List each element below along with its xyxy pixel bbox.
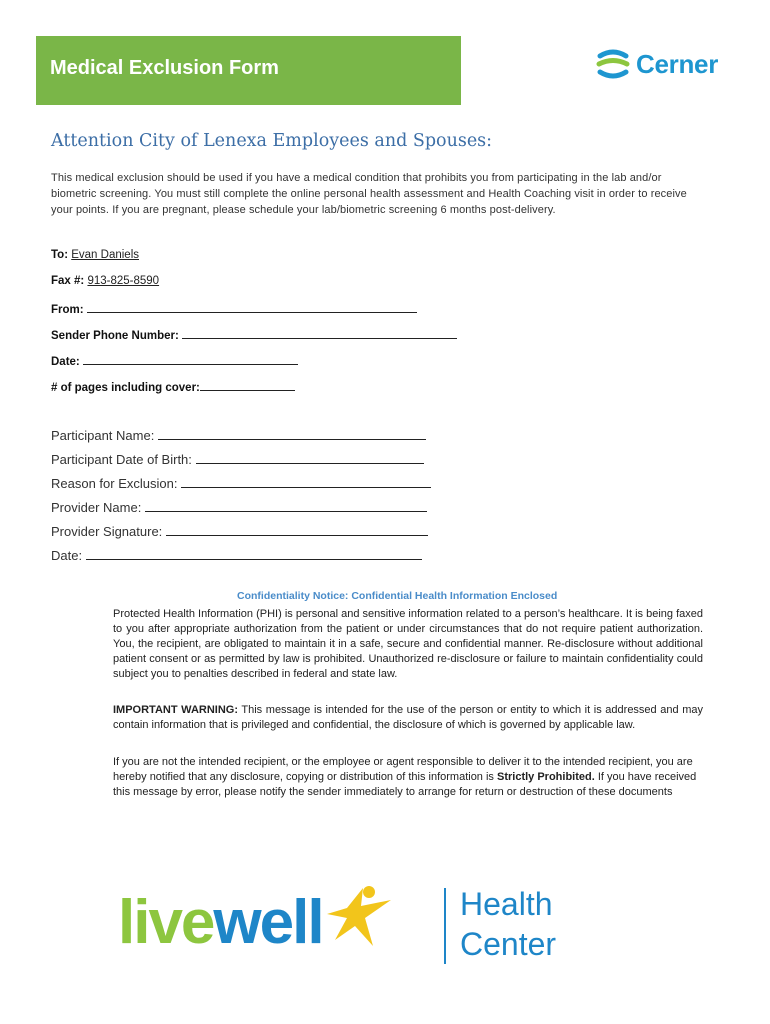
participant-dob-label: Participant Date of Birth:	[51, 452, 192, 467]
cerner-logo	[596, 44, 718, 84]
cerner-logo-icon	[596, 47, 630, 81]
pages-input-line[interactable]	[200, 379, 295, 391]
health-center-text	[460, 884, 556, 964]
confidentiality-paragraph-1: Protected Health Information (PHI) is personal and sensitive information related to a person’s healthcare. It is being faxed to you after appropriate authorization from the patient or under circumstances that do not require patient authorization. You, the recipient, are obligated to maintain it in a safe, secure and confidential manner. Re-disclosure without additional patient consent or as permitted by law is prohibited. Unauthorized re-disclosure or failure to maintain confidentiality could subject you to penalties described in federal and state law.	[113, 608, 703, 680]
reason-input-line[interactable]	[181, 476, 431, 488]
participant-dob-field	[51, 452, 424, 467]
p3-start: If you are not the intended recipient, or the employee or agent responsible to deliver it to the intended recipient, you are hereby notified that any disclosure, copying or distribution of this information is	[113, 756, 693, 783]
signature-date-field	[51, 548, 422, 563]
sender-phone-field	[51, 327, 457, 342]
fax-label: Fax #:	[51, 275, 85, 287]
to-field	[51, 249, 139, 261]
livewell-well-text: well	[213, 888, 323, 957]
p3-bold: Strictly Prohibited.	[496, 771, 595, 783]
confidentiality-warning	[113, 703, 703, 733]
pages-field	[51, 379, 295, 394]
provider-name-label: Provider Name:	[51, 500, 142, 515]
p3-end: If you have received this message by error, please notify the sender immediately to arrange for return or destruction of these documents	[113, 771, 697, 798]
sender-phone-input-line[interactable]	[182, 327, 457, 339]
signature-date-input-line[interactable]	[86, 548, 422, 560]
star-figure-icon	[325, 878, 395, 950]
signature-date-label: Date:	[51, 548, 83, 563]
provider-signature-field	[51, 524, 428, 539]
provider-signature-label: Provider Signature:	[51, 524, 163, 539]
center-text: Center	[460, 926, 557, 962]
sender-phone-label: Sender Phone Number:	[51, 330, 179, 342]
participant-name-field	[51, 428, 426, 443]
reason-label: Reason for Exclusion:	[51, 476, 178, 491]
provider-signature-input-line[interactable]	[166, 524, 428, 536]
provider-name-field	[51, 500, 427, 515]
from-label: From:	[51, 304, 84, 316]
intro-paragraph: This medical exclusion should be used if you have a medical condition that prohibits you from participating in the lab and/or biometric screening. You must still complete the online personal health assessment and Health Coaching visit in order to receive your points. If you are pregnant, please schedule your lab/biometric screening 6 months post-delivery.	[51, 172, 687, 216]
fax-field	[51, 275, 159, 287]
date-input-line[interactable]	[83, 353, 298, 365]
warning-text: This message is intended for the use of the person or entity to which it is addressed and may contain information that is privileged and confidential, the disclosure of which is governed by applicable law.	[113, 704, 703, 731]
from-input-line[interactable]	[87, 301, 417, 313]
reason-field	[51, 476, 431, 491]
pages-label: # of pages including cover:	[51, 382, 200, 394]
livewell-logo	[118, 878, 395, 957]
participant-name-label: Participant Name:	[51, 428, 155, 443]
livewell-live-text: live	[118, 888, 214, 957]
warning-label: IMPORTANT WARNING:	[113, 704, 238, 716]
participant-name-input-line[interactable]	[158, 428, 426, 440]
from-field	[51, 301, 417, 316]
form-title: Medical Exclusion Form	[50, 57, 279, 79]
participant-dob-input-line[interactable]	[196, 452, 424, 464]
fax-value: 913-825-8590	[87, 275, 160, 287]
cerner-wordmark: Cerner	[636, 48, 719, 79]
livewell-divider	[444, 888, 446, 964]
confidentiality-paragraph-3	[113, 755, 703, 800]
to-value: Evan Daniels	[71, 249, 139, 261]
date-field	[51, 353, 298, 368]
provider-name-input-line[interactable]	[145, 500, 427, 512]
to-label: To:	[51, 249, 69, 261]
health-text: Health	[460, 886, 553, 922]
attention-heading: Attention City of Lenexa Employees and Spouses:	[51, 131, 493, 151]
date-label: Date:	[51, 356, 80, 368]
confidentiality-title: Confidentiality Notice: Confidential Health Information Enclosed	[237, 590, 558, 602]
